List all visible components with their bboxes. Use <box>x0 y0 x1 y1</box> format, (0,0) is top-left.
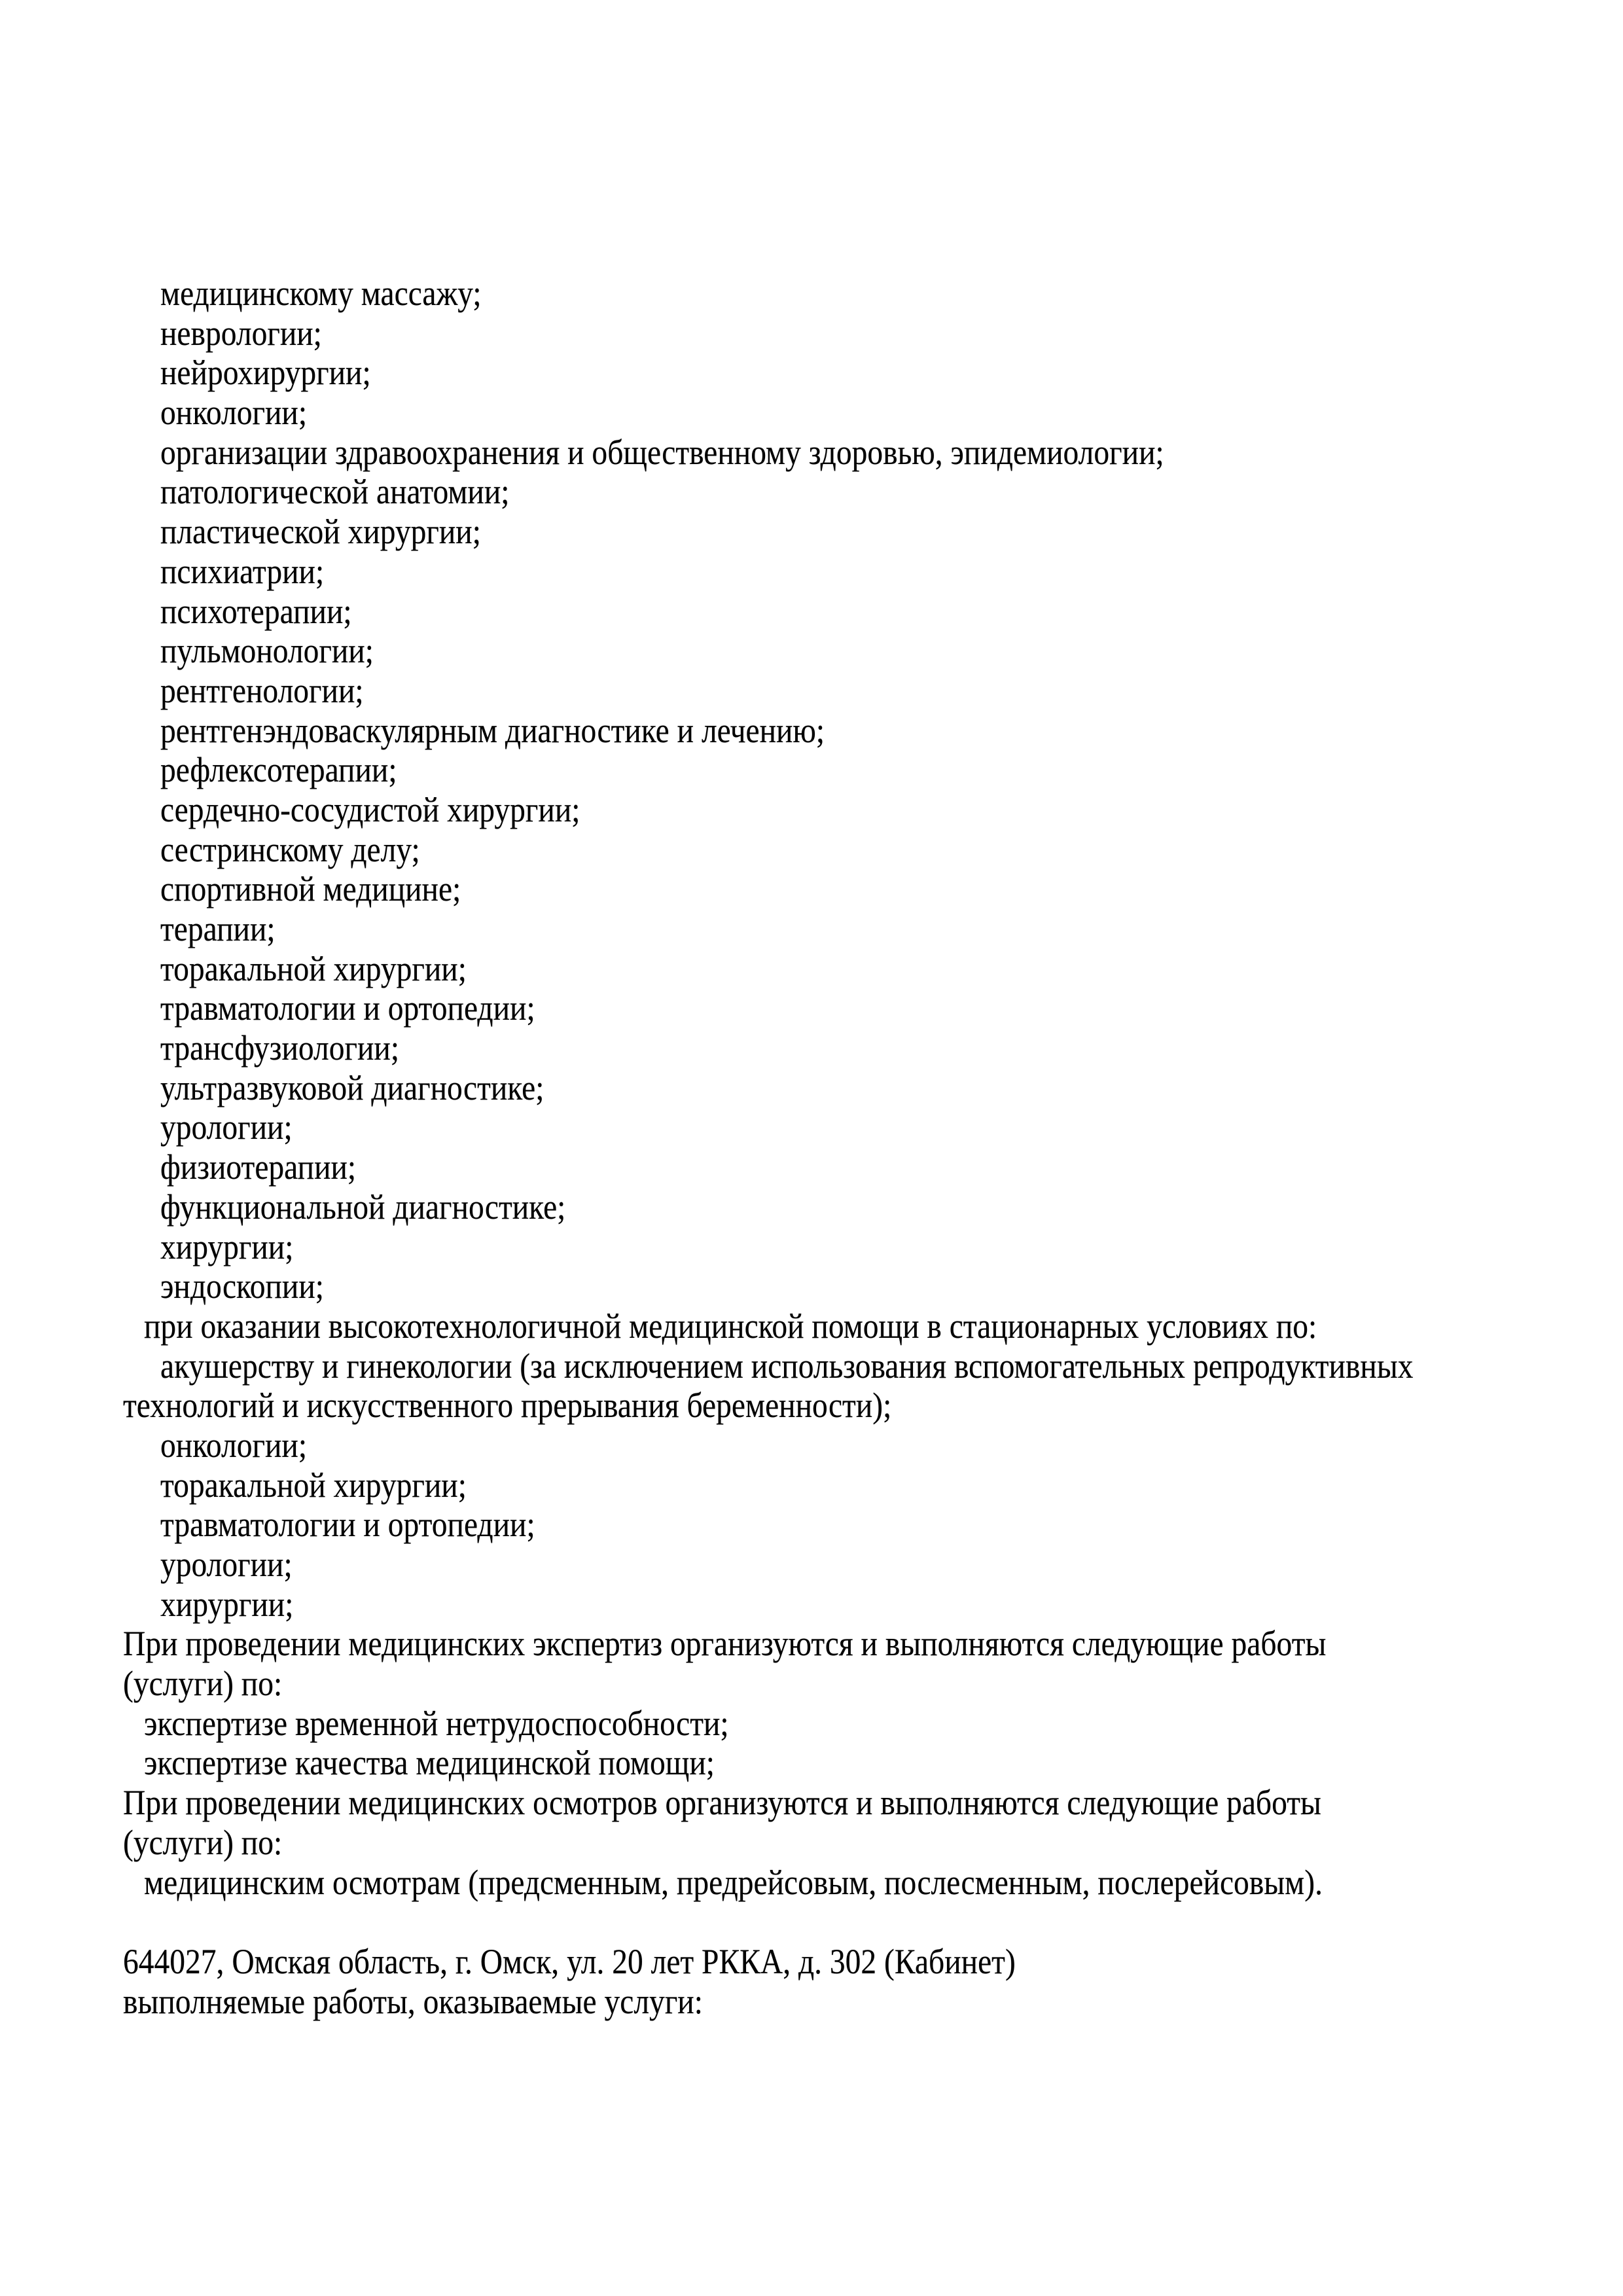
text-line-content: организации здравоохранения и общественному здоровью, эпидемиологии; <box>160 432 1164 472</box>
text-line-content: трансфузиологии; <box>160 1028 400 1068</box>
text-line <box>0 314 1623 353</box>
text-line-content: рефлексотерапии; <box>160 750 397 790</box>
text-line <box>0 1147 1623 1187</box>
text-line <box>0 1068 1623 1108</box>
text-line <box>0 631 1623 671</box>
text-line <box>0 353 1623 393</box>
text-line-address <box>0 1942 1623 1982</box>
text-line <box>0 1982 1623 2022</box>
text-line <box>0 592 1623 632</box>
text-line <box>0 1863 1623 1903</box>
text-line-content: эндоскопии; <box>160 1266 324 1306</box>
text-line <box>0 869 1623 909</box>
text-line <box>0 1505 1623 1545</box>
text-line <box>0 1704 1623 1744</box>
text-line-content: При проведении медицинских осмотров организуются и выполняются следующие работы <box>123 1783 1321 1823</box>
text-line <box>0 1545 1623 1585</box>
text-line <box>0 790 1623 830</box>
text-line <box>0 512 1623 552</box>
text-line-content: медицинскому массажу; <box>160 274 482 313</box>
text-line-content: пульмонологии; <box>160 631 374 671</box>
text-line-content: хирургии; <box>160 1584 294 1624</box>
text-line <box>0 274 1623 314</box>
text-line-content: (услуги) по: <box>123 1664 283 1704</box>
text-line-content: При проведении медицинских экспертиз организуются и выполняются следующие работы <box>123 1624 1327 1664</box>
text-line-content: торакальной хирургии; <box>160 1465 467 1505</box>
text-line-content: рентгенологии; <box>160 670 364 710</box>
text-line <box>0 1743 1623 1783</box>
text-line-content: хирургии; <box>160 1227 294 1266</box>
text-line <box>0 1028 1623 1068</box>
text-line-content: урологии; <box>160 1545 293 1584</box>
text-line-content: нейрохирургии; <box>160 353 371 393</box>
text-line-content: торакальной хирургии; <box>160 948 467 988</box>
text-line <box>0 750 1623 790</box>
text-line <box>0 1664 1623 1704</box>
text-line <box>0 830 1623 870</box>
text-line <box>0 1227 1623 1267</box>
text-line-content: выполняемые работы, оказываемые услуги: <box>123 1981 703 2021</box>
text-line-content: (услуги) по: <box>123 1822 283 1862</box>
text-line <box>0 1107 1623 1147</box>
text-line <box>0 1624 1623 1664</box>
text-line-content: 644027, Омская область, г. Омск, ул. 20 лет РККА, д. 302 (Кабинет) <box>123 1941 1016 1981</box>
text-line <box>0 711 1623 751</box>
text-line <box>0 433 1623 473</box>
text-line-content: сердечно-сосудистой хирургии; <box>160 789 580 829</box>
text-line-content: терапии; <box>160 909 276 948</box>
text-line-content: сестринскому делу; <box>160 829 420 869</box>
blank-line <box>0 1902 1623 1942</box>
text-line-content: рентгенэндоваскулярным диагностике и лечению; <box>160 710 825 750</box>
text-line <box>0 1346 1623 1386</box>
text-line <box>0 1187 1623 1227</box>
text-line-content: онкологии; <box>160 1425 308 1465</box>
text-line-content: технологий и искусственного прерывания беременности); <box>123 1386 892 1426</box>
text-line <box>0 988 1623 1028</box>
text-line-content: при оказании высокотехнологичной медицинской помощи в стационарных условиях по: <box>144 1306 1317 1346</box>
text-line <box>0 472 1623 512</box>
text-line-content: ультразвуковой диагностике; <box>160 1067 544 1107</box>
text-line-content: урологии; <box>160 1107 293 1147</box>
text-line-content: функциональной диагностике; <box>160 1187 566 1227</box>
text-line-content: психиатрии; <box>160 551 325 591</box>
text-line-content: акушерству и гинекологии (за исключением использования вспомогательных репродуктивных <box>160 1346 1414 1386</box>
text-line <box>0 1585 1623 1624</box>
text-line-content: экспертизе качества медицинской помощи; <box>144 1743 715 1783</box>
text-line <box>0 1426 1623 1465</box>
text-line-content: онкологии; <box>160 393 308 433</box>
text-line <box>0 1465 1623 1505</box>
text-line <box>0 949 1623 989</box>
text-line <box>0 1783 1623 1823</box>
text-line-content: патологической анатомии; <box>160 472 510 512</box>
text-line-content: физиотерапии; <box>160 1147 357 1187</box>
text-line <box>0 909 1623 949</box>
text-line-content: спортивной медицине; <box>160 869 461 909</box>
text-line-content: пластической хирургии; <box>160 512 481 552</box>
text-line-content: травматологии и ортопедии; <box>160 1505 535 1545</box>
text-line <box>0 1823 1623 1863</box>
text-line-content: неврологии; <box>160 313 322 353</box>
text-line <box>0 1306 1623 1346</box>
text-line-content: травматологии и ортопедии; <box>160 988 535 1028</box>
text-line <box>0 1386 1623 1426</box>
text-line <box>0 552 1623 592</box>
license-text-block <box>0 274 1623 2021</box>
text-line-content: психотерапии; <box>160 591 352 631</box>
text-line-content: экспертизе временной нетрудоспособности; <box>144 1703 729 1743</box>
text-line <box>0 671 1623 711</box>
text-line <box>0 393 1623 433</box>
text-line <box>0 1266 1623 1306</box>
text-line-content: медицинским осмотрам (предсменным, предрейсовым, послесменным, послерейсовым). <box>144 1862 1323 1902</box>
